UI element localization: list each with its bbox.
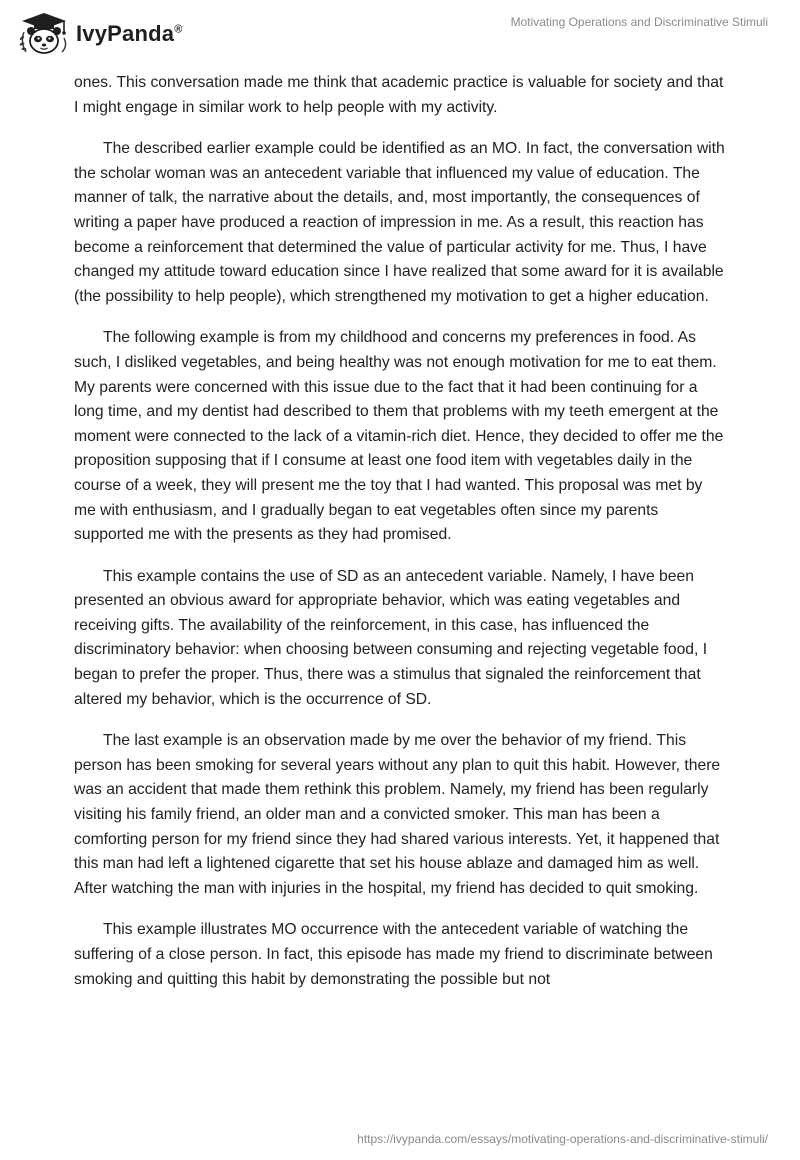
- paragraph: The described earlier example could be identified as an MO. In fact, the conversation with the scholar woman was an antecedent variable that influenced my value of education. The manner of talk, the narrative about the details, and, most importantly, the consequences of writing a paper have produced a reaction of impression in me. As a result, this reaction has become a reinforcement that determined the value of particular activity for me. Thus, I have changed my attitude toward education since I have realized that some award for it is available (the possibility to help people), which strengthened my motivation to get a higher education.: [74, 140, 725, 305]
- document-title: Motivating Operations and Discriminative Stimuli: [510, 15, 768, 29]
- paragraph: The following example is from my childhood and concerns my preferences in food. As such, I disliked vegetables, and being healthy was not enough motivation for me to eat them. My parents were concerned with this issue due to the fact that it had been continuing for a long time, and my dentist had described to them that problems with my teeth emergent at the moment were connected to the lack of a vitamin-rich diet. Hence, they decided to offer me the proposition supposing that if I consume at least one food item with vegetables daily in the course of a week, they will present me the toy that I had wanted. This proposal was met by me with enthusiasm, and I gradually began to eat vegetables often since my parents supported me with the presents as they had promised.: [74, 329, 724, 544]
- panda-graduate-icon: [14, 10, 74, 58]
- paragraph: This example illustrates MO occurrence with the antecedent variable of watching the suffering of a close person. In fact, this episode has made my friend to discriminate between smoking and quitting this habit by demonstrating the possible but not: [74, 921, 713, 988]
- logo-text: IvyPanda®: [76, 21, 183, 46]
- page-header: [0, 0, 800, 64]
- ivypanda-logo[interactable]: [14, 10, 183, 58]
- source-url[interactable]: https://ivypanda.com/essays/motivating-operations-and-discriminative-stimuli/: [357, 1132, 768, 1146]
- essay-body: [74, 71, 726, 1009]
- paragraph: The last example is an observation made by me over the behavior of my friend. This person has been smoking for several years without any plan to quit this habit. However, there was an accident that made them rethink this problem. Namely, my friend has been regularly visiting his family friend, an older man and a convicted smoker. This man has been a comforting person for my friend since they had shared various interests. Yet, it happened that this man had left a lightened cigarette that set his house ablaze and damaged him as well. After watching the man with injuries in the hospital, my friend has decided to quit smoking.: [74, 732, 721, 897]
- paragraph: ones. This conversation made me think that academic practice is valuable for society and that I might engage in similar work to help people with my activity.: [74, 74, 724, 116]
- paragraph: This example contains the use of SD as an antecedent variable. Namely, I have been presented an obvious award for appropriate behavior, which was eating vegetables and receiving gifts. The availability of the reinforcement, in this case, has influenced the discriminatory behavior: when choosing between consuming and rejecting vegetable food, I began to prefer the proper. Thus, there was a stimulus that signaled the reinforcement that altered my behavior, which is the occurrence of SD.: [74, 567, 708, 708]
